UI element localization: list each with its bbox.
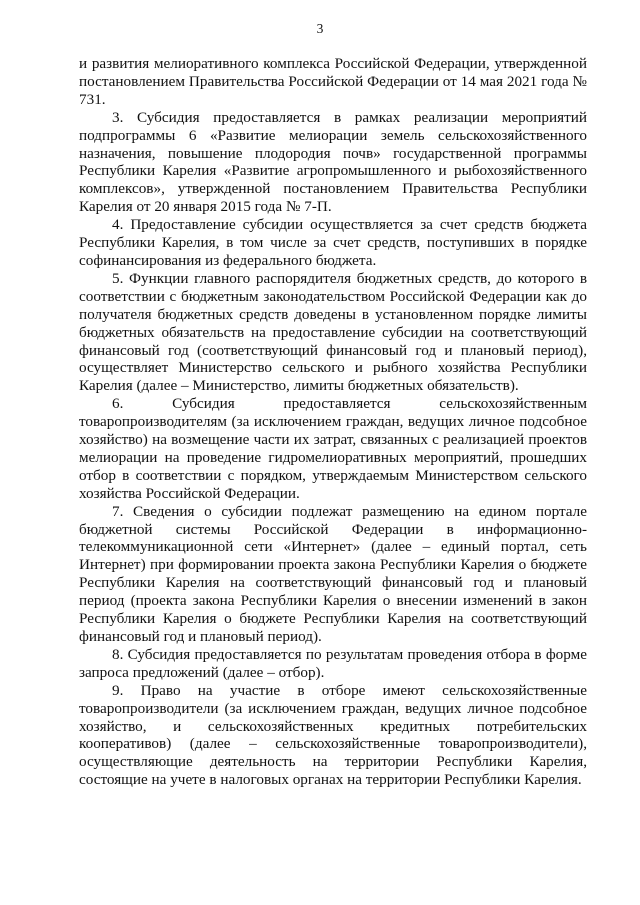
paragraph-6: 6. Субсидия предоставляется сельскохозяйственным товаропроизводителям (за исключением граждан, ведущих личное подсобное хозяйство) на возмещение части их затрат, связанных с реализацией проектов мелиорации на проведение гидромелиоративных мероприятий, прошедших отбор в соответствии с порядком, утверждаемым Министерством сельского хозяйства Российской Федерации. [79,395,587,502]
paragraph-3: 3. Субсидия предоставляется в рамках реализации мероприятий подпрограммы 6 «Развитие мелиорации земель сельскохозяйственного назначения, повышение плодородия почв» государственной программы Республики Карелия «Развитие агропромышленного и рыбохозяйственного комплексов», утвержденной постановлением Правительства Республики Карелия от 20 января 2015 года № 7-П. [79,108,587,216]
document-body [79,55,587,789]
paragraph-7: 7. Сведения о субсидии подлежат размещению на едином портале бюджетной системы Российской Федерации в информационно-телекоммуникационной сети «Интернет» (далее – единый портал, сеть Интернет) при формировании проекта закона Республики Карелия о бюджете Республики Карелия на соответствующий финансовый год и плановый период (проекта закона Республики Карелия о внесении изменений в закон Республики Карелия о бюджете Республики Карелия на соответствующий финансовый год и плановый период). [79,502,587,645]
paragraph-4: 4. Предоставление субсидии осуществляется за счет средств бюджета Республики Карелия, в том числе за счет средств, поступивших в порядке софинансирования из федерального бюджета. [79,216,587,269]
paragraph-9: 9. Право на участие в отборе имеют сельскохозяйственные товаропроизводители (за исключением граждан, ведущих личное подсобное хозяйство, и сельскохозяйственных кредитных потребительских кооперативов) (далее – сельскохозяйственные товаропроизводители), осуществляющие деятельность на территории Республики Карелия, состоящие на учете в налоговых органах на территории Республики Карелия. [79,681,587,789]
page-number: 3 [316,21,324,36]
paragraph-5: 5. Функции главного распорядителя бюджетных средств, до которого в соответствии с бюджетным законодательством Российской Федерации как до получателя бюджетных средств доведены в установленном порядке лимиты бюджетных обязательств на предоставление субсидии на соответствующий финансовый год (соответствующий финансовый год и плановый период), осуществляет Министерство сельского и рыбного хозяйства Республики Карелия (далее – Министерство, лимиты бюджетных обязательств). [79,269,587,395]
paragraph-continuation: и развития мелиоративного комплекса Российской Федерации, утвержденной постановлением Правительства Российской Федерации от 14 мая 2021 года № 731. [79,55,587,108]
paragraph-8: 8. Субсидия предоставляется по результатам проведения отбора в форме запроса предложений (далее – отбор). [79,645,587,681]
